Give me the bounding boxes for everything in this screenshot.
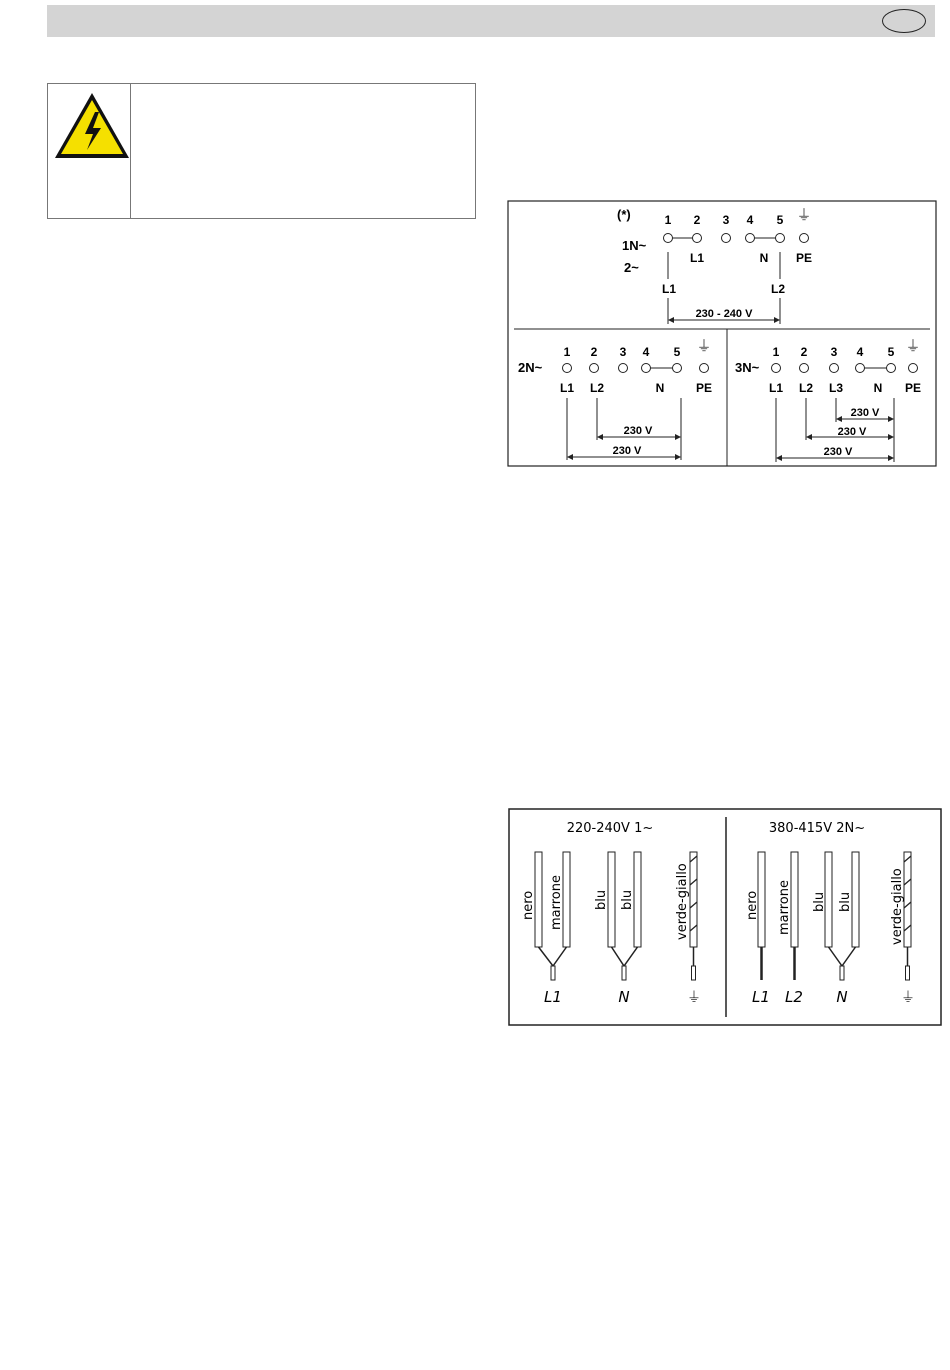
right-num-3: 3 (830, 345, 838, 359)
cable-left-terminal-l1: L1 (544, 988, 562, 1006)
left-mode: 2N~ (518, 360, 543, 375)
top-mode-1n: 1N~ (622, 238, 647, 253)
cable-left-wire-nero: nero (521, 890, 536, 920)
left-label-pe: PE (695, 381, 713, 395)
left-label-l1: L1 (559, 381, 575, 395)
cable-left-title: 220-240V 1~ (566, 821, 654, 836)
right-label-l2: L2 (798, 381, 814, 395)
terminal-diagram (508, 201, 936, 466)
cable-left-wire-verde-giallo: verde-giallo (675, 863, 690, 940)
top-earth-icon: ⏚ (796, 207, 812, 224)
cable-right-terminal-l2: L2 (785, 988, 803, 1006)
cable-right-wire-blu-1: blu (812, 891, 827, 912)
cable-left-earth-icon: ⏚ (687, 990, 701, 1006)
left-num-5: 5 (673, 345, 681, 359)
cable-left-wire-marrone: marrone (549, 875, 564, 930)
top-bottom-l2: L2 (770, 282, 786, 296)
top-num-3: 3 (722, 213, 730, 227)
cable-right-earth-icon: ⏚ (901, 990, 915, 1006)
cable-right-wire-marrone: marrone (777, 880, 792, 935)
top-voltage-label: 230 - 240 V (695, 308, 753, 320)
right-num-1: 1 (772, 345, 780, 359)
left-label-l2: L2 (589, 381, 605, 395)
cable-right-title: 380-415V 2N~ (768, 821, 866, 836)
left-num-2: 2 (590, 345, 598, 359)
cable-diagram (509, 809, 941, 1025)
top-label-n: N (759, 251, 769, 265)
left-num-4: 4 (642, 345, 650, 359)
cable-left-terminal-n: N (618, 988, 630, 1006)
left-label-n: N (655, 381, 665, 395)
left-num-3: 3 (619, 345, 627, 359)
left-voltage-1: 230 V (623, 425, 653, 437)
right-voltage-3: 230 V (823, 446, 853, 458)
top-num-4: 4 (746, 213, 754, 227)
top-num-2: 2 (693, 213, 701, 227)
right-label-pe: PE (904, 381, 922, 395)
top-bottom-l1: L1 (661, 282, 677, 296)
right-voltage-1: 230 V (850, 407, 880, 419)
cable-left-wire-blu-2: blu (620, 889, 635, 910)
top-mode-2: 2~ (624, 260, 639, 275)
cable-right-wire-nero: nero (745, 890, 760, 920)
top-num-5: 5 (776, 213, 784, 227)
right-num-4: 4 (856, 345, 864, 359)
top-num-1: 1 (664, 213, 672, 227)
top-label-pe: PE (795, 251, 813, 265)
top-label-l1: L1 (689, 251, 705, 265)
cable-right-terminal-l1: L1 (752, 988, 770, 1006)
right-voltage-2: 230 V (837, 426, 867, 438)
cable-right-wire-blu-2: blu (838, 891, 853, 912)
left-num-1: 1 (563, 345, 571, 359)
cable-right-wire-verde-giallo: verde-giallo (890, 868, 905, 945)
right-label-n: N (873, 381, 883, 395)
right-earth-icon: ⏚ (905, 338, 921, 355)
cable-left-wire-blu-1: blu (594, 889, 609, 910)
right-num-2: 2 (800, 345, 808, 359)
right-mode: 3N~ (735, 360, 760, 375)
cable-right-terminal-n: N (836, 988, 848, 1006)
right-label-l1: L1 (768, 381, 784, 395)
note-label: (*) (617, 207, 631, 222)
right-num-5: 5 (887, 345, 895, 359)
right-label-l3: L3 (828, 381, 844, 395)
left-voltage-2: 230 V (612, 445, 642, 457)
left-earth-icon: ⏚ (696, 338, 712, 355)
